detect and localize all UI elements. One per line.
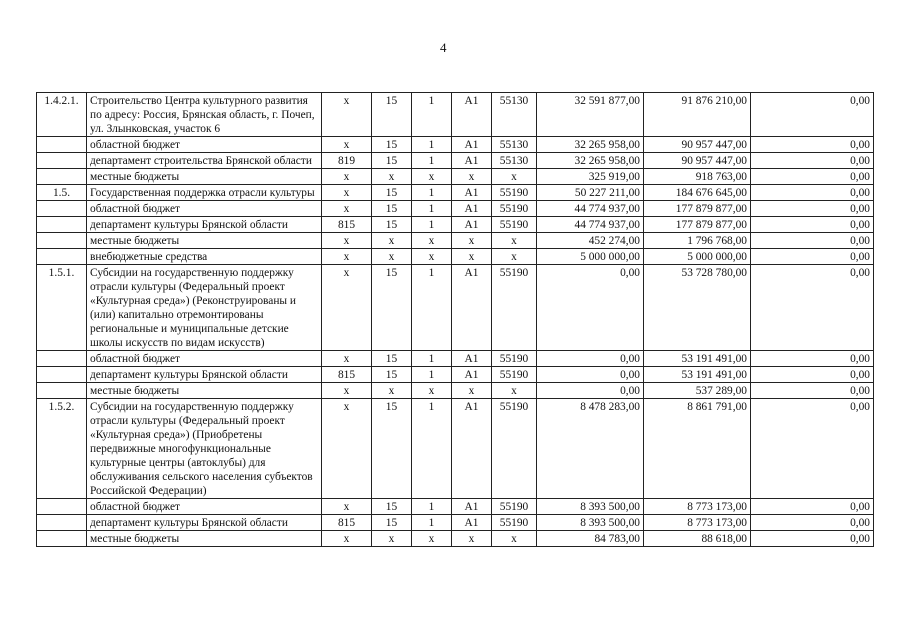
table-row bbox=[37, 169, 874, 185]
row-subsection: x bbox=[412, 249, 452, 265]
row-code bbox=[37, 201, 87, 217]
row-value-1: 8 478 283,00 bbox=[537, 399, 644, 499]
row-name: областной бюджет bbox=[87, 351, 322, 367]
row-project: A1 bbox=[452, 185, 492, 201]
row-section: x bbox=[372, 233, 412, 249]
table-row bbox=[37, 499, 874, 515]
row-target-article: x bbox=[492, 531, 537, 547]
row-grbs: 815 bbox=[322, 217, 372, 233]
row-target-article: 55130 bbox=[492, 93, 537, 137]
row-grbs: x bbox=[322, 399, 372, 499]
row-name: местные бюджеты bbox=[87, 383, 322, 399]
row-target-article: 55190 bbox=[492, 515, 537, 531]
row-name: Государственная поддержка отрасли культуры bbox=[87, 185, 322, 201]
row-value-3: 0,00 bbox=[751, 169, 874, 185]
row-subsection: 1 bbox=[412, 217, 452, 233]
row-value-2: 90 957 447,00 bbox=[644, 137, 751, 153]
row-name: местные бюджеты bbox=[87, 169, 322, 185]
row-value-3: 0,00 bbox=[751, 93, 874, 137]
row-name: местные бюджеты bbox=[87, 531, 322, 547]
row-grbs: x bbox=[322, 265, 372, 351]
table-row bbox=[37, 153, 874, 169]
row-value-1: 8 393 500,00 bbox=[537, 499, 644, 515]
row-project: x bbox=[452, 531, 492, 547]
row-value-1: 5 000 000,00 bbox=[537, 249, 644, 265]
row-grbs: x bbox=[322, 351, 372, 367]
row-target-article: 55190 bbox=[492, 367, 537, 383]
page-number: 4 bbox=[440, 40, 447, 55]
row-target-article: x bbox=[492, 249, 537, 265]
row-value-1: 32 265 958,00 bbox=[537, 153, 644, 169]
row-value-3: 0,00 bbox=[751, 515, 874, 531]
row-code bbox=[37, 249, 87, 265]
row-section: 15 bbox=[372, 137, 412, 153]
row-subsection: 1 bbox=[412, 351, 452, 367]
row-value-2: 8 773 173,00 bbox=[644, 499, 751, 515]
row-project: A1 bbox=[452, 499, 492, 515]
row-name: департамент культуры Брянской области bbox=[87, 515, 322, 531]
row-section: 15 bbox=[372, 351, 412, 367]
row-grbs: x bbox=[322, 185, 372, 201]
row-subsection: x bbox=[412, 233, 452, 249]
row-name: областной бюджет bbox=[87, 201, 322, 217]
row-section: 15 bbox=[372, 265, 412, 351]
row-value-3: 0,00 bbox=[751, 499, 874, 515]
row-subsection: x bbox=[412, 169, 452, 185]
row-name: областной бюджет bbox=[87, 499, 322, 515]
row-grbs: 815 bbox=[322, 515, 372, 531]
row-subsection: 1 bbox=[412, 185, 452, 201]
row-code bbox=[37, 383, 87, 399]
row-value-2: 918 763,00 bbox=[644, 169, 751, 185]
table-row bbox=[37, 201, 874, 217]
row-value-3: 0,00 bbox=[751, 201, 874, 217]
row-value-2: 177 879 877,00 bbox=[644, 201, 751, 217]
row-value-3: 0,00 bbox=[751, 137, 874, 153]
table-row bbox=[37, 515, 874, 531]
row-section: 15 bbox=[372, 367, 412, 383]
row-target-article: x bbox=[492, 383, 537, 399]
row-grbs: x bbox=[322, 531, 372, 547]
row-value-1: 32 591 877,00 bbox=[537, 93, 644, 137]
row-project: x bbox=[452, 169, 492, 185]
row-value-1: 0,00 bbox=[537, 265, 644, 351]
table-row bbox=[37, 383, 874, 399]
row-value-2: 53 191 491,00 bbox=[644, 351, 751, 367]
row-value-2: 53 191 491,00 bbox=[644, 367, 751, 383]
row-section: 15 bbox=[372, 93, 412, 137]
row-grbs: 815 bbox=[322, 367, 372, 383]
table-row bbox=[37, 233, 874, 249]
row-name: департамент культуры Брянской области bbox=[87, 367, 322, 383]
row-target-article: 55190 bbox=[492, 201, 537, 217]
row-section: 15 bbox=[372, 499, 412, 515]
row-section: 15 bbox=[372, 185, 412, 201]
row-value-1: 44 774 937,00 bbox=[537, 217, 644, 233]
row-value-2: 88 618,00 bbox=[644, 531, 751, 547]
row-grbs: x bbox=[322, 137, 372, 153]
row-name: Строительство Центра культурного развития по адресу: Россия, Брянская область, г. Почеп, ул. Злынковская, участок 6 bbox=[87, 93, 322, 137]
row-code: 1.5. bbox=[37, 185, 87, 201]
row-section: 15 bbox=[372, 201, 412, 217]
row-value-1: 325 919,00 bbox=[537, 169, 644, 185]
row-section: x bbox=[372, 249, 412, 265]
row-section: 15 bbox=[372, 217, 412, 233]
row-name: Субсидии на государственную поддержку отрасли культуры (Федеральный проект «Культурная среда») (Реконструированы и (или) капитально отремонтированы региональные и муниципальные детские школы искусств по видам искусств) bbox=[87, 265, 322, 351]
row-value-2: 91 876 210,00 bbox=[644, 93, 751, 137]
row-section: x bbox=[372, 169, 412, 185]
row-project: A1 bbox=[452, 153, 492, 169]
row-value-1: 32 265 958,00 bbox=[537, 137, 644, 153]
row-grbs: x bbox=[322, 201, 372, 217]
row-project: A1 bbox=[452, 351, 492, 367]
row-grbs: x bbox=[322, 169, 372, 185]
row-value-3: 0,00 bbox=[751, 531, 874, 547]
table-row bbox=[37, 351, 874, 367]
row-code: 1.5.2. bbox=[37, 399, 87, 499]
row-code bbox=[37, 351, 87, 367]
table-row bbox=[37, 217, 874, 233]
row-subsection: 1 bbox=[412, 367, 452, 383]
row-value-1: 452 274,00 bbox=[537, 233, 644, 249]
row-project: A1 bbox=[452, 93, 492, 137]
table-row bbox=[37, 185, 874, 201]
row-value-2: 1 796 768,00 bbox=[644, 233, 751, 249]
row-value-3: 0,00 bbox=[751, 185, 874, 201]
row-grbs: x bbox=[322, 499, 372, 515]
row-project: A1 bbox=[452, 265, 492, 351]
row-target-article: 55130 bbox=[492, 153, 537, 169]
row-value-1: 44 774 937,00 bbox=[537, 201, 644, 217]
row-value-3: 0,00 bbox=[751, 367, 874, 383]
row-target-article: 55190 bbox=[492, 265, 537, 351]
table-row bbox=[37, 265, 874, 351]
row-target-article: 55130 bbox=[492, 137, 537, 153]
row-value-2: 177 879 877,00 bbox=[644, 217, 751, 233]
row-project: A1 bbox=[452, 201, 492, 217]
row-value-1: 0,00 bbox=[537, 383, 644, 399]
row-value-2: 90 957 447,00 bbox=[644, 153, 751, 169]
table-row bbox=[37, 93, 874, 137]
row-code bbox=[37, 499, 87, 515]
row-target-article: 55190 bbox=[492, 499, 537, 515]
row-target-article: x bbox=[492, 233, 537, 249]
row-section: 15 bbox=[372, 399, 412, 499]
row-code: 1.4.2.1. bbox=[37, 93, 87, 137]
row-value-1: 50 227 211,00 bbox=[537, 185, 644, 201]
row-subsection: 1 bbox=[412, 201, 452, 217]
row-code bbox=[37, 153, 87, 169]
row-code bbox=[37, 233, 87, 249]
row-section: x bbox=[372, 383, 412, 399]
row-value-1: 84 783,00 bbox=[537, 531, 644, 547]
row-target-article: 55190 bbox=[492, 351, 537, 367]
row-value-1: 0,00 bbox=[537, 351, 644, 367]
row-grbs: x bbox=[322, 249, 372, 265]
row-subsection: 1 bbox=[412, 399, 452, 499]
row-code bbox=[37, 531, 87, 547]
row-target-article: x bbox=[492, 169, 537, 185]
row-section: 15 bbox=[372, 153, 412, 169]
row-value-2: 8 773 173,00 bbox=[644, 515, 751, 531]
row-name: местные бюджеты bbox=[87, 233, 322, 249]
row-grbs: x bbox=[322, 93, 372, 137]
row-target-article: 55190 bbox=[492, 217, 537, 233]
row-value-3: 0,00 bbox=[751, 399, 874, 499]
row-subsection: 1 bbox=[412, 499, 452, 515]
row-subsection: 1 bbox=[412, 515, 452, 531]
table-row bbox=[37, 137, 874, 153]
table-row bbox=[37, 249, 874, 265]
table-row bbox=[37, 531, 874, 547]
row-code bbox=[37, 515, 87, 531]
row-value-2: 184 676 645,00 bbox=[644, 185, 751, 201]
row-grbs: 819 bbox=[322, 153, 372, 169]
row-value-3: 0,00 bbox=[751, 153, 874, 169]
row-value-2: 8 861 791,00 bbox=[644, 399, 751, 499]
row-value-2: 537 289,00 bbox=[644, 383, 751, 399]
row-target-article: 55190 bbox=[492, 399, 537, 499]
row-project: A1 bbox=[452, 137, 492, 153]
row-name: департамент строительства Брянской области bbox=[87, 153, 322, 169]
budget-table bbox=[36, 92, 874, 547]
row-project: x bbox=[452, 383, 492, 399]
row-subsection: x bbox=[412, 531, 452, 547]
row-section: 15 bbox=[372, 515, 412, 531]
row-name: Субсидии на государственную поддержку отрасли культуры (Федеральный проект «Культурная среда») (Приобретены передвижные многофункциональные культурные центры (автоклубы) для обслуживания сельского населения субъектов Российской Федерации) bbox=[87, 399, 322, 499]
row-value-3: 0,00 bbox=[751, 383, 874, 399]
row-code: 1.5.1. bbox=[37, 265, 87, 351]
row-subsection: x bbox=[412, 383, 452, 399]
row-target-article: 55190 bbox=[492, 185, 537, 201]
row-value-3: 0,00 bbox=[751, 217, 874, 233]
row-value-1: 0,00 bbox=[537, 367, 644, 383]
row-project: A1 bbox=[452, 399, 492, 499]
table-row bbox=[37, 367, 874, 383]
row-subsection: 1 bbox=[412, 265, 452, 351]
row-name: областной бюджет bbox=[87, 137, 322, 153]
row-value-3: 0,00 bbox=[751, 351, 874, 367]
row-section: x bbox=[372, 531, 412, 547]
row-code bbox=[37, 367, 87, 383]
table-row bbox=[37, 399, 874, 499]
row-grbs: x bbox=[322, 383, 372, 399]
row-code bbox=[37, 137, 87, 153]
row-subsection: 1 bbox=[412, 137, 452, 153]
row-name: департамент культуры Брянской области bbox=[87, 217, 322, 233]
row-name: внебюджетные средства bbox=[87, 249, 322, 265]
row-value-2: 53 728 780,00 bbox=[644, 265, 751, 351]
row-value-3: 0,00 bbox=[751, 249, 874, 265]
row-code bbox=[37, 169, 87, 185]
row-code bbox=[37, 217, 87, 233]
row-grbs: x bbox=[322, 233, 372, 249]
row-value-2: 5 000 000,00 bbox=[644, 249, 751, 265]
row-value-3: 0,00 bbox=[751, 233, 874, 249]
row-project: A1 bbox=[452, 217, 492, 233]
row-project: A1 bbox=[452, 367, 492, 383]
row-subsection: 1 bbox=[412, 93, 452, 137]
row-value-3: 0,00 bbox=[751, 265, 874, 351]
row-project: x bbox=[452, 233, 492, 249]
row-value-1: 8 393 500,00 bbox=[537, 515, 644, 531]
row-subsection: 1 bbox=[412, 153, 452, 169]
row-project: A1 bbox=[452, 515, 492, 531]
row-project: x bbox=[452, 249, 492, 265]
